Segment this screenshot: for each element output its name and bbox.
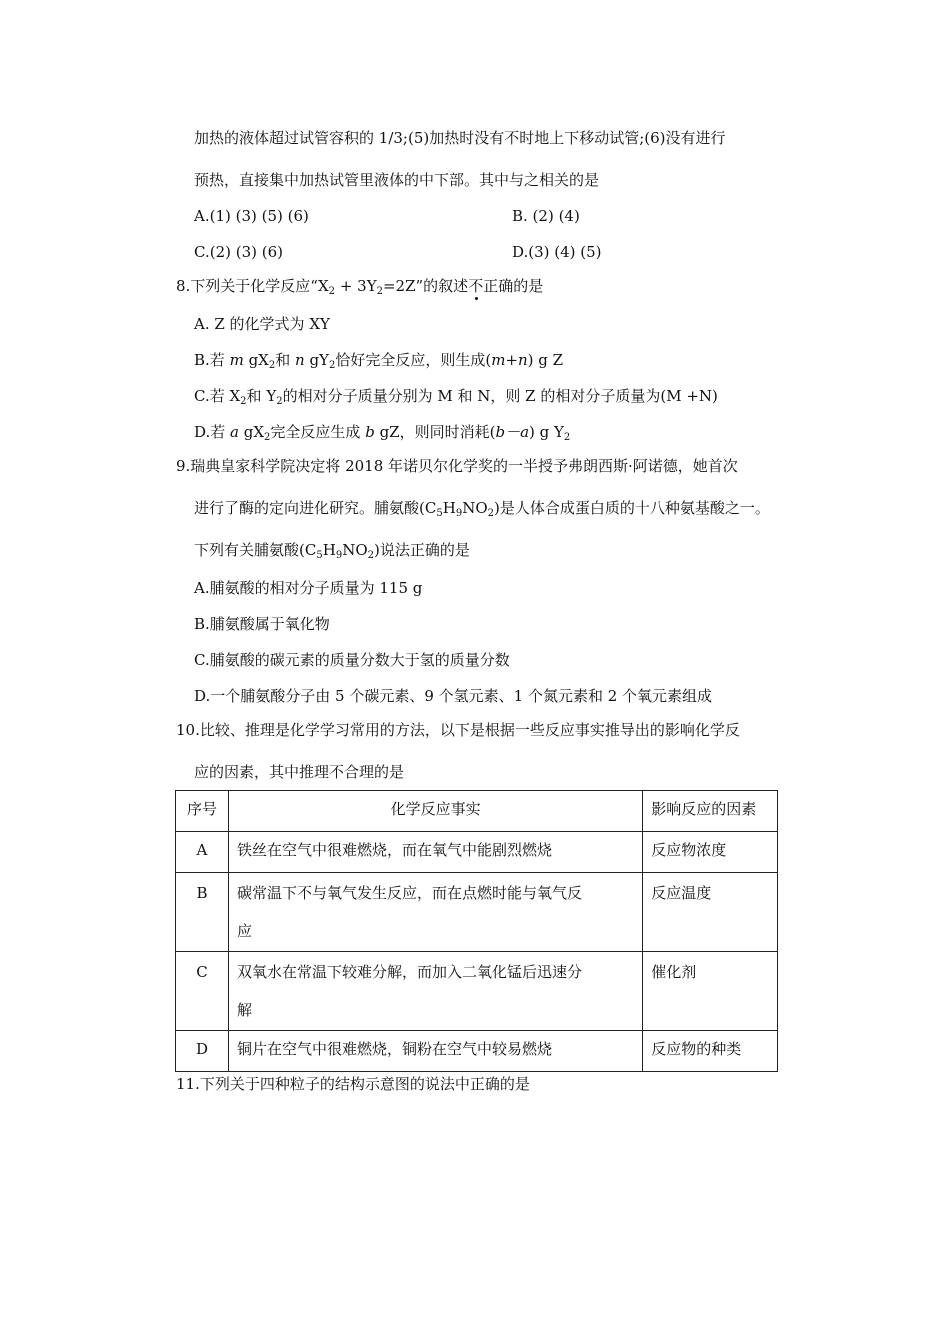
row-fact: 双氧水在常温下较难分解，而加入二氧化锰后迅速分 解 [228, 952, 642, 1031]
q8-emphasis-dot: 不 [468, 277, 484, 295]
q7-stem-line1: 加热的液体超过试管容积的 1/3;(5)加热时没有不时地上下移动试管;(6)没有进行 [194, 129, 726, 147]
q8-stem: 8.下列关于化学反应“$X_2 + 3Y_2=2Z$”的叙述不正确的是 [176, 277, 544, 297]
row-fact: 铜片在空气中很难燃烧，铜粉在空气中较易燃烧 [228, 1031, 642, 1072]
table-row [176, 952, 778, 1031]
row-id: C [176, 952, 229, 1031]
row-fact: 铁丝在空气中很难燃烧，而在氧气中能剧烈燃烧 [228, 832, 642, 873]
q10-table [175, 790, 778, 1072]
row-factor: 反应物浓度 [643, 832, 778, 873]
header-cell-fact: 化学反应事实 [228, 791, 642, 832]
row-factor: 催化剂 [643, 952, 778, 1031]
q11-stem: 11.下列关于四种粒子的结构示意图的说法中正确的是 [176, 1075, 530, 1093]
row-id: B [176, 873, 229, 952]
q10-stem-line1: 10.比较、推理是化学学习常用的方法，以下是根据一些反应事实推导出的影响化学反 [176, 721, 740, 739]
row-id: A [176, 832, 229, 873]
row-id: D [176, 1031, 229, 1072]
header-cell-factor: 影响反应的因素 [643, 791, 778, 832]
q8-option-a: A. Z 的化学式为 XY [194, 315, 330, 333]
table-row [176, 873, 778, 952]
q10-stem-line2: 应的因素，其中推理不合理的是 [194, 763, 405, 781]
q7-option-a: A.(1) (3) (5) (6) [194, 207, 309, 225]
q7-option-d: D.(3) (4) (5) [512, 243, 602, 261]
header-cell-id: 序号 [176, 791, 229, 832]
q8-option-c: C.若 $X_2$和 $Y_2$的相对分子质量分别为 M 和 N，则 Z 的相对分子质量为(M +N) [194, 387, 718, 407]
q9-option-a: A.脯氨酸的相对分子质量为 115 g [194, 579, 423, 597]
q9-stem-line2: 进行了酶的定向进化研究。脯氨酸$(C_5H_9NO_2)$是人体合成蛋白质的十八种氨基酸之一。 [194, 499, 770, 519]
row-factor: 反应温度 [643, 873, 778, 952]
q9-stem-line3: 下列有关脯氨酸$(C_5H_9NO_2)$说法正确的是 [194, 541, 470, 561]
table-row [176, 832, 778, 873]
q9-stem-line1: 9.瑞典皇家科学院决定将 2018 年诺贝尔化学奖的一半授予弗朗西斯·阿诺德，她首次 [176, 457, 738, 475]
q9-option-b: B.脯氨酸属于氧化物 [194, 615, 330, 633]
q7-stem-line2: 预热，直接集中加热试管里液体的中下部。其中与之相关的是 [194, 171, 600, 189]
row-fact: 碳常温下不与氧气发生反应，而在点燃时能与氧气反 应 [228, 873, 642, 952]
q7-option-b: B. (2) (4) [512, 207, 580, 225]
q7-option-c: C.(2) (3) (6) [194, 243, 283, 261]
q9-option-d: D.一个脯氨酸分子由 5 个碳元素、9 个氢元素、1 个氮元素和 2 个氧元素组成 [194, 687, 713, 705]
table-header-row [176, 791, 778, 832]
row-factor: 反应物的种类 [643, 1031, 778, 1072]
q8-option-b: B.若 m $gX_2$和 n $gY_2$恰好完全反应，则生成(m+n) g Z [194, 351, 564, 371]
q9-option-c: C.脯氨酸的碳元素的质量分数大于氢的质量分数 [194, 651, 510, 669]
table-row [176, 1031, 778, 1072]
q8-option-d: D.若 a $gX_2$完全反应生成 b gZ，则同时消耗(b－a) g $Y_2$ [194, 423, 571, 443]
